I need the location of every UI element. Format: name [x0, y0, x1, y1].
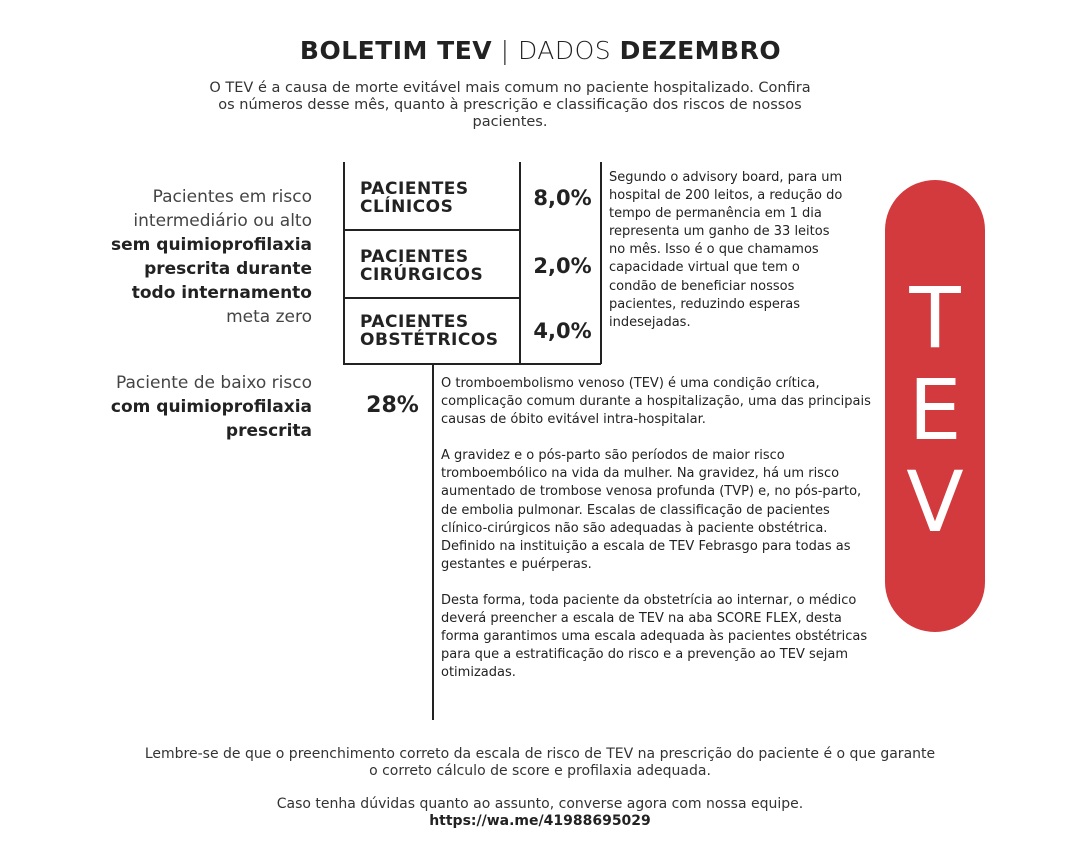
tev-letter: V	[906, 453, 964, 551]
category-line: CIRÚRGICOS	[360, 265, 484, 285]
table-row-divider	[343, 229, 519, 231]
footer-reminder: Lembre-se de que o preenchimento correto da escala de risco de TEV na prescrição do paciente é o que garante o correto cálculo de score e profilaxia adequada.	[144, 746, 936, 779]
category-line: PACIENTES	[360, 312, 469, 332]
body-divider	[432, 363, 434, 720]
page-title	[0, 36, 1081, 65]
title-separator: |	[492, 36, 518, 65]
high-risk-bold-line: prescrita durante	[144, 259, 312, 279]
low-risk-line: Paciente de baixo risco	[116, 373, 312, 393]
table-bottom-divider	[343, 363, 601, 365]
high-risk-line: intermediário ou alto	[133, 211, 312, 231]
title-light-part: DADOS	[517, 36, 620, 65]
low-risk-bold-line: prescrita	[225, 421, 312, 441]
percent-surgical: 2,0%	[533, 254, 592, 278]
low-risk-label	[60, 371, 312, 443]
table-divider-left	[343, 162, 345, 364]
page-subtitle: O TEV é a causa de morte evitável mais comum no paciente hospitalizado. Confira os números desse mês, quanto à prescrição e classificação dos riscos de nossos pacientes.	[209, 80, 811, 130]
high-risk-label	[60, 185, 312, 329]
category-line: PACIENTES	[360, 179, 469, 199]
category-obstetric	[360, 313, 520, 349]
percent-low-risk: 28%	[366, 393, 419, 418]
table-divider-right	[600, 162, 602, 364]
footer-contact	[140, 796, 940, 830]
title-month: DEZEMBRO	[619, 36, 782, 65]
body-paragraph: A gravidez e o pós-parto são períodos de maior risco tromboembólico na vida da mulher. Na gravidez, há um risco aumentado de trombose venosa profunda (TVP) e, no pós-parto, de embolia pulmonar. Escalas de classificação de pacientes clínico-cirúrgicos não são adequadas à paciente obstétrica. Definido na instituição a escala de TEV Febrasgo para todas as gestantes e puérperas.	[441, 448, 862, 572]
percent-clinical: 8,0%	[533, 186, 592, 210]
category-clinical	[360, 180, 520, 216]
body-text	[441, 375, 871, 700]
whatsapp-link[interactable]: https://wa.me/41988695029	[429, 813, 651, 829]
category-line: PACIENTES	[360, 247, 469, 267]
high-risk-goal: meta zero	[226, 307, 312, 327]
table-row-divider	[343, 297, 519, 299]
high-risk-line: Pacientes em risco	[152, 187, 312, 207]
advisory-note: Segundo o advisory board, para um hospital de 200 leitos, a redução do tempo de permanência em 1 dia representa um ganho de 33 leitos no mês. Isso é o que chamamos capacidade virtual que tem o condão de beneficiar nossos pacientes, reduzindo esperas indesejadas.	[609, 170, 843, 330]
category-line: OBSTÉTRICOS	[360, 330, 499, 350]
high-risk-bold-line: todo internamento	[131, 283, 312, 303]
tev-letter: E	[908, 361, 962, 459]
high-risk-bold-line: sem quimioprofilaxia	[111, 235, 312, 255]
low-risk-bold-line: com quimioprofilaxia	[110, 397, 312, 417]
category-line: CLÍNICOS	[360, 197, 454, 217]
title-bold-part: BOLETIM TEV	[299, 36, 493, 65]
tev-badge	[885, 180, 985, 632]
category-surgical	[360, 248, 520, 284]
body-paragraph: Desta forma, toda paciente da obstetrícia ao internar, o médico deverá preencher a escala de TEV na aba SCORE FLEX, desta forma garantimos uma escala adequada às pacientes obstétricas para que a estratificação do risco e a prevenção ao TEV sejam otimizadas.	[441, 592, 868, 681]
footer-contact-text: Caso tenha dúvidas quanto ao assunto, converse agora com nossa equipe.	[276, 796, 804, 812]
body-paragraph: O tromboembolismo venoso (TEV) é uma condição crítica, complicação comum durante a hospitalização, uma das principais causas de óbito evitável intra-hospitalar.	[441, 376, 871, 428]
percent-obstetric: 4,0%	[533, 319, 592, 343]
tev-letter: T	[909, 269, 961, 367]
